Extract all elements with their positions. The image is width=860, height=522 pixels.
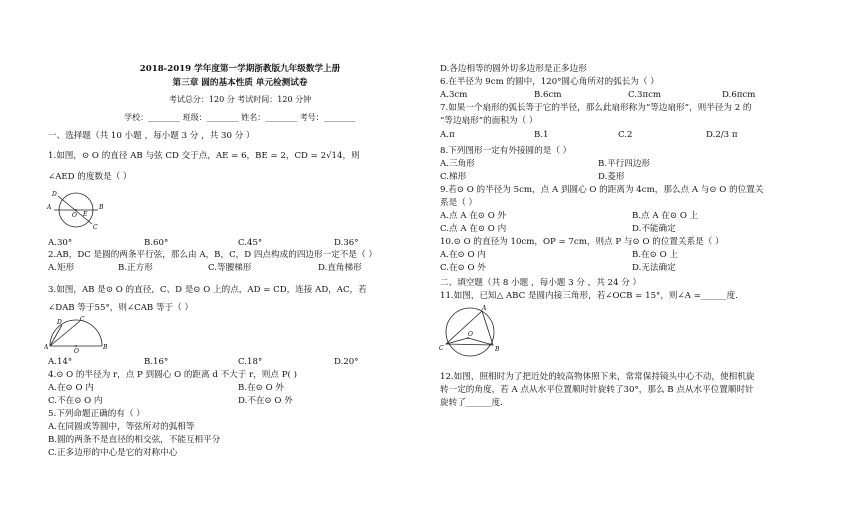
q6-option-a[interactable]: A.3cm <box>440 90 468 100</box>
q7-stem-line1: 7.如果一个扇形的弧长等于它的半径，那么此扇形称为“等边扇形”，则半径为 2 的 <box>440 103 752 113</box>
section-fill-title: 二、填空题（共 8 小题 ，每小题 3 分 ，共 24 分 ） <box>440 278 642 288</box>
q2-option-b[interactable]: B.正方形 <box>118 263 153 273</box>
q9-option-d[interactable]: D.不能确定 <box>632 224 676 234</box>
q9-stem-line1: 9.若⊙ O 的半径为 5cm，点 A 到圆心 O 的距离为 4cm，那么点 A 与⊙ O 的位置关 <box>440 185 764 195</box>
q12-line1: 12.如图，照相时为了把近处的较高物体照下来，常常保持镜头中心不动，使相机旋 <box>440 372 755 382</box>
q9-stem-line2: 系是（ ） <box>440 198 478 208</box>
q7-option-a[interactable]: A.π <box>440 130 455 140</box>
q3-option-d[interactable]: D.20° <box>334 357 359 367</box>
q2-option-c[interactable]: C.等腰梯形 <box>208 263 252 273</box>
q11-stem: 11.如图，已知△ ABC 是圆内接三角形，若∠OCB = 15°，则∠A =______度. <box>440 291 738 301</box>
q1-fig-label-a: A <box>47 204 52 211</box>
q3-option-a[interactable]: A.14° <box>48 357 73 367</box>
q1-fig-label-d: D <box>52 191 57 198</box>
q1-option-c[interactable]: C.45° <box>238 238 263 248</box>
q3-fig-label-d: D <box>57 319 62 326</box>
q1-option-a[interactable]: A.30° <box>48 238 73 248</box>
q7-stem-line2: “等边扇形”的面积为（ ） <box>440 116 538 126</box>
q11-fig-label-b: B <box>495 346 500 353</box>
exam-info: 考试总分：120 分 考试时间：120 分钟 <box>168 95 312 104</box>
q1-stem-line2: ∠AED 的度数是（ ） <box>48 172 132 182</box>
q1-fig-label-o: O <box>72 212 77 219</box>
q1-fig-label-c: C <box>93 224 98 231</box>
q9-option-b[interactable]: B.点 A 在⊙ O 上 <box>632 211 699 221</box>
q2-option-a[interactable]: A.矩形 <box>48 263 75 273</box>
q5-option-c[interactable]: C.正多边形的中心是它的对称中心 <box>48 448 178 458</box>
q1-option-d[interactable]: D.36° <box>334 238 359 248</box>
q11-fig-label-a: A <box>482 305 487 312</box>
q7-option-c[interactable]: C.2 <box>618 130 633 140</box>
q9-option-a[interactable]: A.点 A 在⊙ O 外 <box>440 211 507 221</box>
q10-option-d[interactable]: D.无法确定 <box>632 263 676 273</box>
q1-option-b[interactable]: B.60° <box>144 238 169 248</box>
q5-option-a[interactable]: A.在同圆或等圆中，等弦所对的弧相等 <box>48 422 195 432</box>
q4-stem: 4.⊙ O 的半径为 r，点 P 到圆心 O 的距离 d 不大于 r，则点 P( ) <box>48 370 297 380</box>
q1-figure <box>44 188 108 234</box>
q8-option-b[interactable]: B.平行四边形 <box>598 159 651 169</box>
q7-option-d[interactable]: D.2/3 π <box>706 130 738 140</box>
q3-fig-label-o: O <box>74 348 79 354</box>
q1-stem-line1: 1.如图，⊙ O 的直径 AB 与弦 CD 交于点，AE = 6，BE = 2，CD = 2√14，则 <box>48 151 360 161</box>
q9-option-c[interactable]: C.点 A 在⊙ O 内 <box>440 224 507 234</box>
q6-option-d[interactable]: D.6πcm <box>722 90 756 100</box>
q10-option-b[interactable]: B.在⊙ O 上 <box>632 250 678 260</box>
q11-figure <box>436 304 504 360</box>
q3-figure <box>44 316 108 354</box>
q3-fig-label-c: C <box>80 316 85 323</box>
q2-option-d[interactable]: D.直角梯形 <box>318 263 362 273</box>
q8-stem: 8.下列图形一定有外接圆的是（ ） <box>440 146 572 156</box>
q6-stem: 6.在半径为 9cm 的圆中，120°圆心角所对的弧长为（ ） <box>440 77 659 87</box>
q6-option-b[interactable]: B.6cm <box>534 90 562 100</box>
page-title: 2018-2019 学年度第一学期浙教版九年级数学上册 <box>139 64 341 74</box>
page-subtitle: 第三章 圆的基本性质 单元检测试卷 <box>172 78 308 88</box>
q4-option-b[interactable]: B.在⊙ O 外 <box>238 383 284 393</box>
q1-fig-label-e: E <box>83 211 88 218</box>
q8-option-c[interactable]: C.梯形 <box>440 172 467 182</box>
q11-fig-label-o: O <box>468 331 473 338</box>
q4-option-c[interactable]: C.不在⊙ O 内 <box>48 396 103 406</box>
q4-option-a[interactable]: A.在⊙ O 内 <box>48 383 94 393</box>
q6-option-c[interactable]: C.3πcm <box>628 90 662 100</box>
q3-option-b[interactable]: B.16° <box>144 357 169 367</box>
q3-option-c[interactable]: C.18° <box>238 357 263 367</box>
q10-option-a[interactable]: A.在⊙ O 内 <box>440 250 486 260</box>
q7-option-b[interactable]: B.1 <box>534 130 549 140</box>
q12-line2: 转一定的角度，若 A 点从水平位置顺时针旋转了30°，那么 B 点从水平位置顺时针 <box>440 385 754 395</box>
q5-stem: 5.下列命题正确的有（ ） <box>48 409 145 419</box>
q1-fig-label-b: B <box>99 204 104 211</box>
q5-option-b[interactable]: B.圆的两条不是直径的相交弦，不能互相平分 <box>48 435 221 445</box>
q10-stem: 10.⊙ O 的直径为 10cm，OP = 7cm，则点 P 与⊙ O 的位置关系是（ ） <box>440 237 724 247</box>
student-info: 学校：________ 班级：________ 姓名：________ 考号：________ <box>124 113 356 122</box>
q2-stem: 2.AB，DC 是圆的两条平行弦，那么由 A，B，C，D 四点构成的四边形一定不是（ ） <box>48 250 377 260</box>
section-choice-title: 一、选择题（共 10 小题 ，每小题 3 分 ，共 30 分 ） <box>48 131 255 141</box>
q4-option-d[interactable]: D.不在⊙ O 外 <box>238 396 293 406</box>
q5-option-d[interactable]: D.各边相等的圆外切多边形是正多边形 <box>440 64 587 74</box>
q3-fig-label-a: A <box>44 344 49 351</box>
q12-line3: 旋转了______度. <box>440 398 503 408</box>
q3-stem-line2: ∠DAB 等于55°，则∠CAB 等于（ ） <box>48 303 194 313</box>
q8-option-a[interactable]: A.三角形 <box>440 159 475 169</box>
q3-fig-label-b: B <box>103 344 108 351</box>
q8-option-d[interactable]: D.菱形 <box>598 172 625 182</box>
q10-option-c[interactable]: C.在⊙ O 外 <box>440 263 486 273</box>
q11-fig-label-c: C <box>439 345 444 352</box>
q3-stem-line1: 3.如图，AB 是⊙ O 的直径，C、D 是⊙ O 上的点，AD = CD，连接 AD，AC，若 <box>48 285 367 295</box>
